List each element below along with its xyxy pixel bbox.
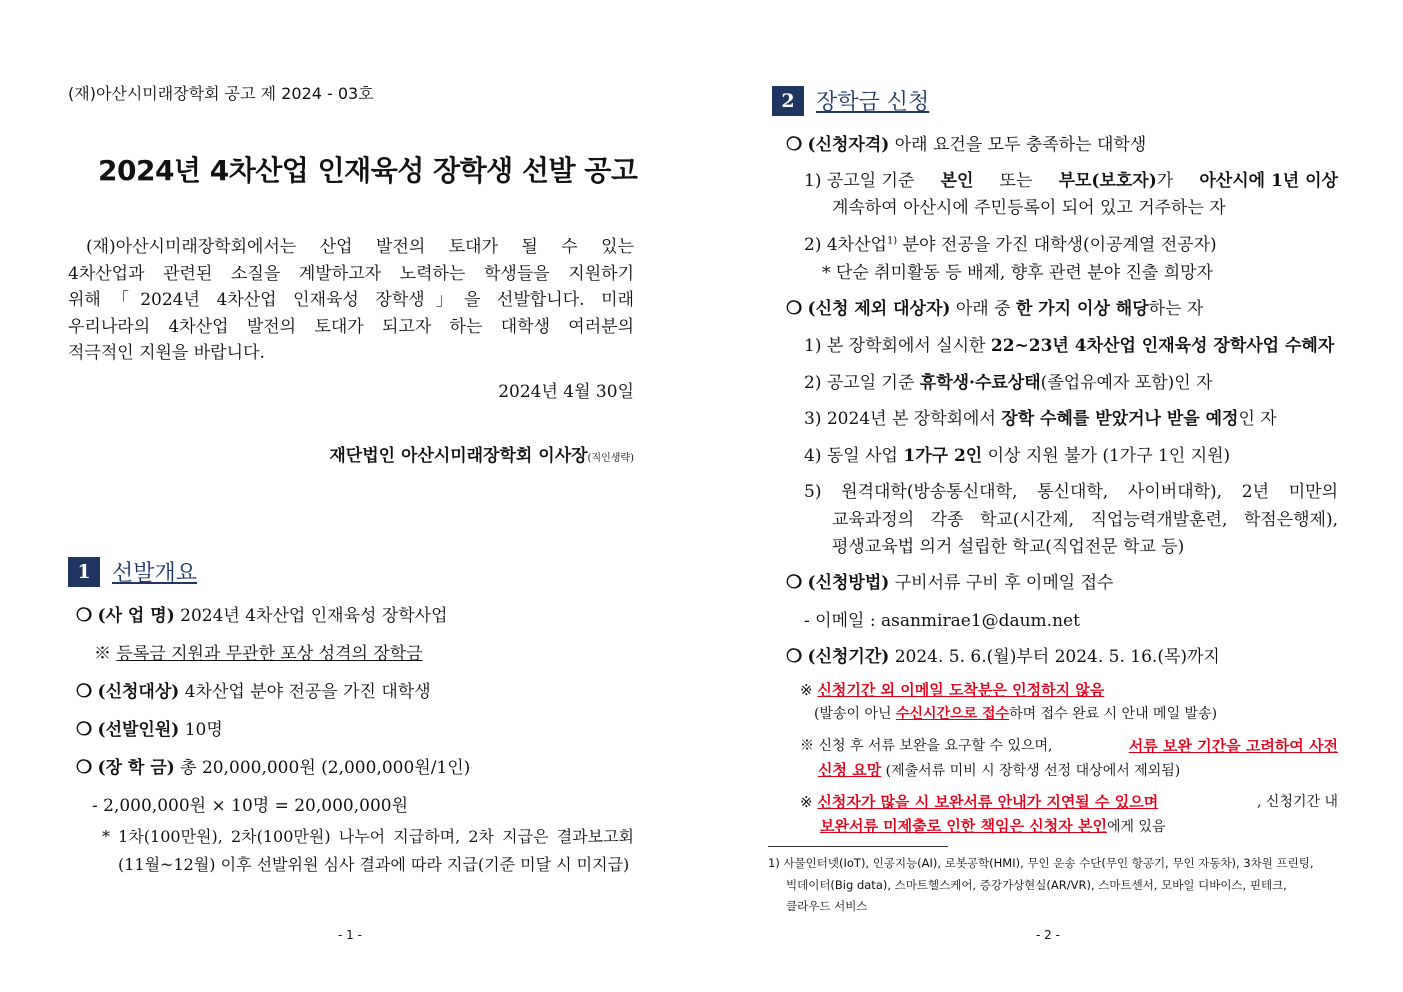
eligibility-item-1-cont: 계속하여 아산시에 주민등록이 되어 있고 거주하는 자	[832, 198, 1226, 218]
page-1	[0, 0, 700, 992]
target-value: 4차산업 분야 전공을 가진 대학생	[184, 682, 431, 702]
period-label: (신청기간)	[807, 647, 890, 667]
notice-date: 2024년 4월 30일	[498, 382, 634, 402]
exclusion-item-1	[804, 331, 1334, 356]
text: (졸업유예자 포함)인 자	[1040, 373, 1213, 393]
project-label: (사 업 명)	[97, 606, 175, 626]
intro-line: 적극적인 지원을 바랍니다.	[68, 343, 265, 363]
period-value: 2024. 5. 6.(월)부터 2024. 5. 16.(목)까지	[894, 647, 1220, 667]
intro-line: (재)아산시미래장학회에서는 산업 발전의 토대가 될 수 있는	[86, 237, 634, 257]
pay-note-line: (11월~12월) 이후 선발위원 심사 결과에 따라 지급(기준 미달 시 미지급)	[118, 855, 630, 874]
text: 이상 지원 불가 (1가구 1인 지원)	[987, 446, 1231, 466]
project-name-row	[76, 601, 448, 626]
exclusion-item-5: 5) 원격대학(방송통신대학, 통신대학, 사이버대학), 2년 미만의	[804, 482, 1338, 502]
section-number: 1	[68, 557, 100, 587]
intro-line: 4차산업과 관련된 소질을 계발하고자 노력하는 학생들을 지원하기	[68, 264, 634, 284]
text: 하며 접수 완료 시 안내 메일 발송)	[1009, 706, 1218, 722]
period-note-3-cont	[820, 815, 1165, 836]
page-number: - 2 -	[1036, 928, 1060, 942]
text: , 신청기간 내	[1257, 794, 1338, 810]
text: 2) 4차산업	[804, 235, 887, 255]
text: 한 가지 이상 해당	[1015, 299, 1149, 319]
period-note-3	[800, 791, 1338, 812]
method-label: (신청방법)	[807, 573, 890, 593]
circle-bullet-icon: ❍	[786, 572, 803, 593]
section-2-header	[772, 85, 929, 116]
project-value: 2024년 4차산업 인재육성 장학사업	[180, 606, 448, 626]
amount-calc: - 2,000,000원 × 10명 = 20,000,000원	[92, 796, 409, 816]
text: (발송이 아닌	[814, 706, 892, 722]
period-row	[786, 642, 1220, 667]
text: 수신시간으로 접수	[896, 706, 1010, 722]
text: (제출서류 미비 시 장학생 선정 대상에서 제외됨)	[885, 763, 1181, 779]
text: 1) 본 장학회에서 실시한	[804, 336, 986, 356]
signer-block	[329, 441, 634, 466]
footnote-line: 빅데이터(Big data), 스마트헬스케어, 증강가상현실(AR/VR), 스마트센서, 모바일 디바이스, 핀테크,	[786, 878, 1287, 892]
text: 신청기간 외 이메일 도착분은 인정하지 않음	[817, 681, 1105, 699]
circle-bullet-icon: ❍	[786, 646, 803, 667]
count-row	[76, 715, 223, 740]
text: 3) 2024년 본 장학회에서	[804, 409, 996, 429]
circle-bullet-icon: ❍	[76, 605, 93, 626]
text: 부모(보호자)	[1058, 171, 1157, 191]
exclusion-item-4	[804, 441, 1230, 466]
exclusion-item-2	[804, 368, 1213, 393]
circle-bullet-icon: ❍	[76, 757, 93, 778]
email-row	[804, 606, 1080, 631]
text: 또는	[999, 171, 1033, 191]
seal-omitted: (직인생략)	[587, 453, 634, 464]
eligibility-item-1	[804, 166, 1338, 191]
footnote-ref: 1)	[886, 235, 898, 247]
count-value: 10명	[184, 720, 223, 740]
circle-bullet-icon: ❍	[786, 134, 803, 155]
email-label: - 이메일 :	[804, 611, 876, 631]
project-note	[94, 639, 423, 664]
exclusion-item-5-cont: 교육과정의 각종 학교(시간제, 직업능력개발훈련, 학점은행제),	[832, 510, 1338, 530]
text: 2) 공고일 기준	[804, 373, 915, 393]
intro-line: 위해「2024년 4차산업 인재육성 장학생」을 선발합니다. 미래	[68, 290, 634, 310]
method-value: 구비서류 구비 후 이메일 접수	[894, 573, 1114, 593]
text: 장학 수혜를 받았거나 받을 예정	[1001, 409, 1239, 429]
target-label: (신청대상)	[97, 682, 180, 702]
text: 보완서류 미제출로 인한 책임은 신청자 본인	[820, 817, 1107, 835]
text: 1가구 2인	[903, 446, 983, 466]
text: ※ 신청 후 서류 보완을 요구할 수 있으며,	[800, 738, 1053, 754]
eligibility-value: 아래 요건을 모두 충족하는 대학생	[894, 135, 1147, 155]
text: 서류 보완 기간을 고려하여 사전	[1128, 737, 1338, 755]
eligibility-row	[786, 130, 1146, 155]
intro-line: 우리나라의 4차산업 발전의 토대가 되고자 하는 대학생 여러분의	[68, 317, 634, 337]
text: 신청 요망	[818, 761, 882, 779]
footnote-divider	[768, 846, 948, 847]
amount-label: (장 학 금)	[97, 758, 175, 778]
eligibility-label: (신청자격)	[807, 135, 890, 155]
amount-value: 총 20,000,000원 (2,000,000원/1인)	[180, 758, 471, 778]
text: 4) 동일 사업	[804, 446, 898, 466]
eligibility-note: * 단순 취미활동 등 배제, 향후 관련 분야 진출 희망자	[822, 263, 1213, 283]
text: 22~23년 4차산업 인재육성 장학사업 수혜자	[990, 336, 1335, 356]
period-note-1	[800, 679, 1104, 700]
eligibility-item-2	[804, 230, 1217, 255]
text: 하는 자	[1148, 299, 1204, 319]
exclusion-item-3	[804, 404, 1277, 429]
page-title: 2024년 4차산업 인재육성 장학생 선발 공고	[98, 154, 638, 187]
text: 1) 공고일 기준	[804, 171, 915, 191]
section-title: 장학금 신청	[816, 90, 930, 115]
text: 휴학생·수료상태	[919, 373, 1041, 393]
note-mark: ※	[800, 793, 813, 811]
amount-row	[76, 753, 470, 778]
footnote-line: 1) 사물인터넷(IoT), 인공지능(AI), 로봇공학(HMI), 무인 운송 수단(무인 항공기, 무인 자동차), 3차원 프린팅,	[768, 856, 1314, 870]
count-label: (선발인원)	[97, 720, 180, 740]
email-address[interactable]: asanmirae1@daum.net	[880, 611, 1080, 631]
page-2	[700, 0, 1403, 992]
text: 본인	[940, 171, 974, 191]
period-note-2	[800, 735, 1338, 756]
signer-name: 재단법인 아산시미래장학회 이사장	[329, 446, 588, 466]
section-number: 2	[772, 86, 804, 116]
text: 에게 있음	[1106, 819, 1166, 835]
circle-bullet-icon: ❍	[76, 719, 93, 740]
exclusion-label: (신청 제외 대상자)	[807, 299, 951, 319]
text: 신청자가 많을 시 보완서류 안내가 지연될 수 있으며	[817, 793, 1159, 811]
pay-note-line: * 1차(100만원), 2차(100만원) 나누어 지급하며, 2차 지급은 결과보고회	[102, 827, 634, 846]
section-1-header	[68, 556, 197, 587]
page-number: - 1 -	[338, 928, 362, 942]
note-mark: ※	[94, 644, 111, 664]
method-row	[786, 568, 1113, 593]
footnote-line: 클라우드 서비스	[786, 899, 868, 913]
circle-bullet-icon: ❍	[76, 681, 93, 702]
note-mark: ※	[800, 681, 813, 699]
text: 인 자	[1238, 409, 1277, 429]
period-note-1-cont	[814, 703, 1217, 723]
text: 아래 중	[955, 299, 1011, 319]
notice-number: (재)아산시미래장학회 공고 제 2024 - 03호	[68, 84, 374, 103]
circle-bullet-icon: ❍	[786, 298, 803, 319]
project-note-text: 등록금 지원과 무관한 포상 성격의 장학금	[116, 644, 423, 664]
text: 가	[1156, 171, 1174, 191]
exclusion-item-5-cont: 평생교육법 의거 설립한 학교(직업전문 학교 등)	[832, 537, 1185, 557]
exclusion-row	[786, 294, 1203, 319]
text: 분야 전공을 가진 대학생(이공계열 전공자)	[897, 235, 1217, 255]
text: 아산시에 1년 이상	[1199, 171, 1338, 191]
period-note-2-cont	[818, 759, 1180, 780]
section-title: 선발개요	[112, 561, 198, 586]
target-row	[76, 677, 431, 702]
